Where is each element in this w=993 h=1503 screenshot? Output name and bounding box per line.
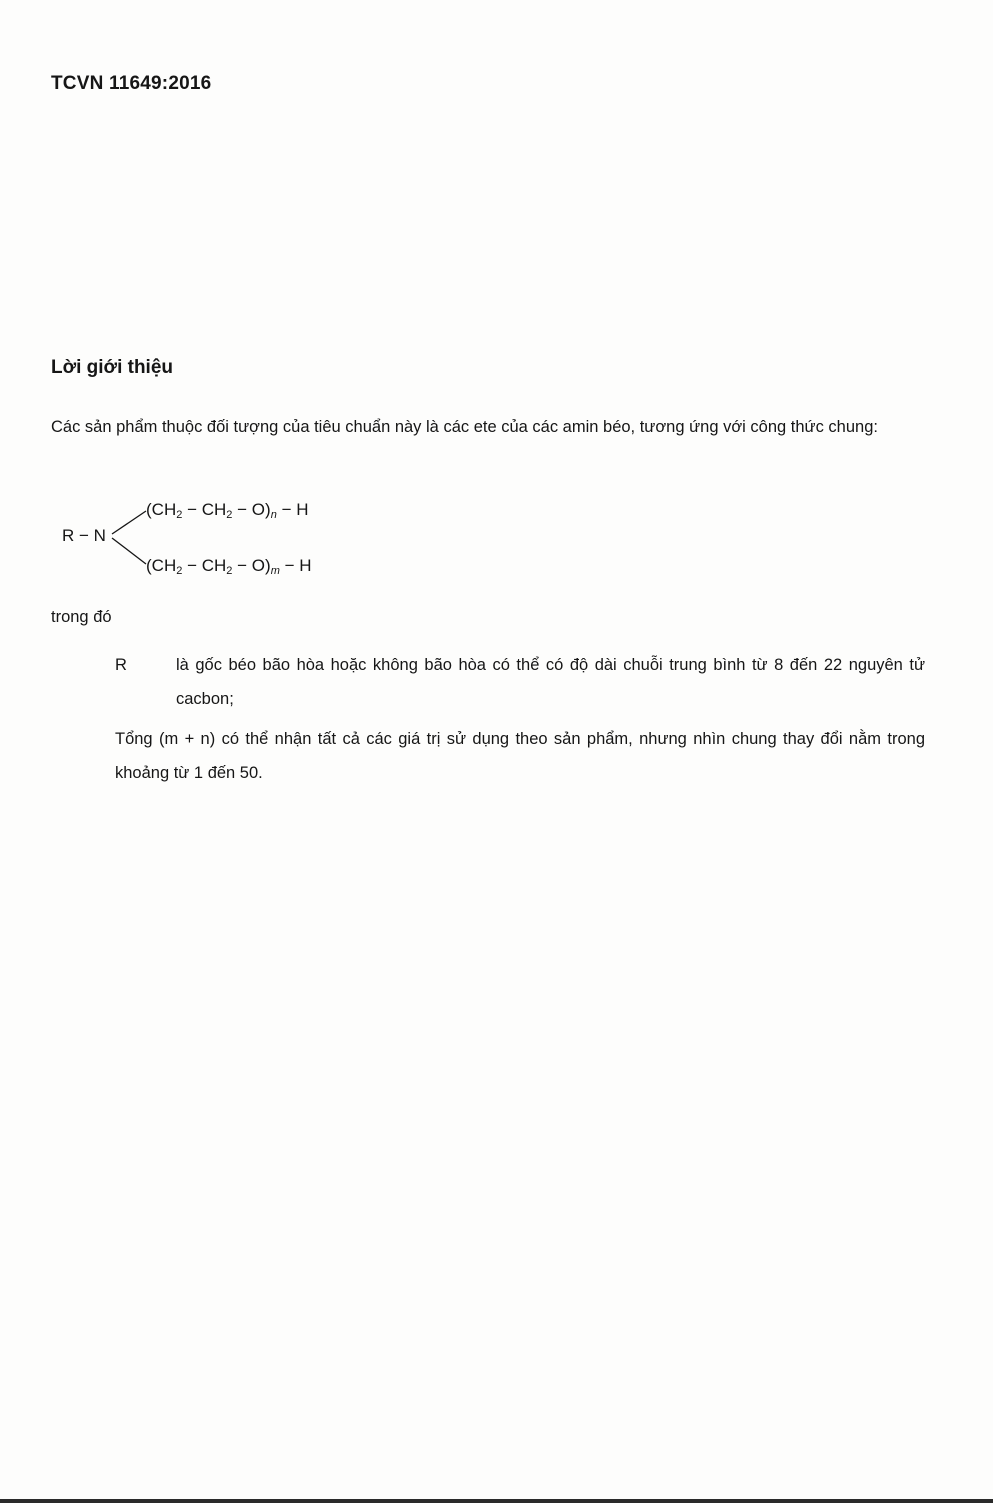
bottom-branch-index: m (270, 565, 280, 577)
bottom-branch-suffix: − H (284, 556, 312, 575)
top-sub-2: 2 (226, 509, 233, 521)
top-branch-suffix: − H (281, 500, 309, 519)
bottom-branch-prefix: (CH (146, 556, 177, 575)
bottom-sub-1: 2 (176, 565, 183, 577)
where-label: trong đó (51, 608, 112, 626)
sum-note-paragraph: Tổng (m + n) có thể nhận tất cả các giá trị sử dụng theo sản phẩm, nhưng nhìn chung thay đổi nằm trong khoảng từ 1 đến 50. (115, 730, 925, 782)
formula-top-branch (146, 500, 309, 521)
top-branch-index: n (270, 509, 277, 521)
formula-bottom-branch (146, 556, 312, 577)
top-branch-prefix: (CH (146, 500, 177, 519)
top-branch-mid: − CH (187, 500, 227, 519)
section-heading: Lời giới thiệu (51, 357, 174, 378)
intro-paragraph: Các sản phẩm thuộc đối tượng của tiêu chuẩn này là các ete của các amin béo, tương ứng với công thức chung: (51, 418, 878, 436)
bottom-sub-2: 2 (226, 565, 233, 577)
definition-text: là gốc béo bão hòa hoặc không bão hòa có thể có độ dài chuỗi trung bình từ 8 đến 22 nguyên tử cacbon; (176, 656, 925, 708)
bottom-branch-o: − O) (237, 556, 271, 575)
document-code: TCVN 11649:2016 (51, 73, 212, 94)
formula-r-n: R − N (62, 526, 106, 545)
chemical-formula (60, 494, 380, 589)
top-branch-o: − O) (237, 500, 271, 519)
definition-symbol: R (115, 656, 127, 674)
bottom-branch-mid: − CH (187, 556, 227, 575)
top-sub-1: 2 (176, 509, 183, 521)
page-bottom-edge (0, 1499, 993, 1503)
